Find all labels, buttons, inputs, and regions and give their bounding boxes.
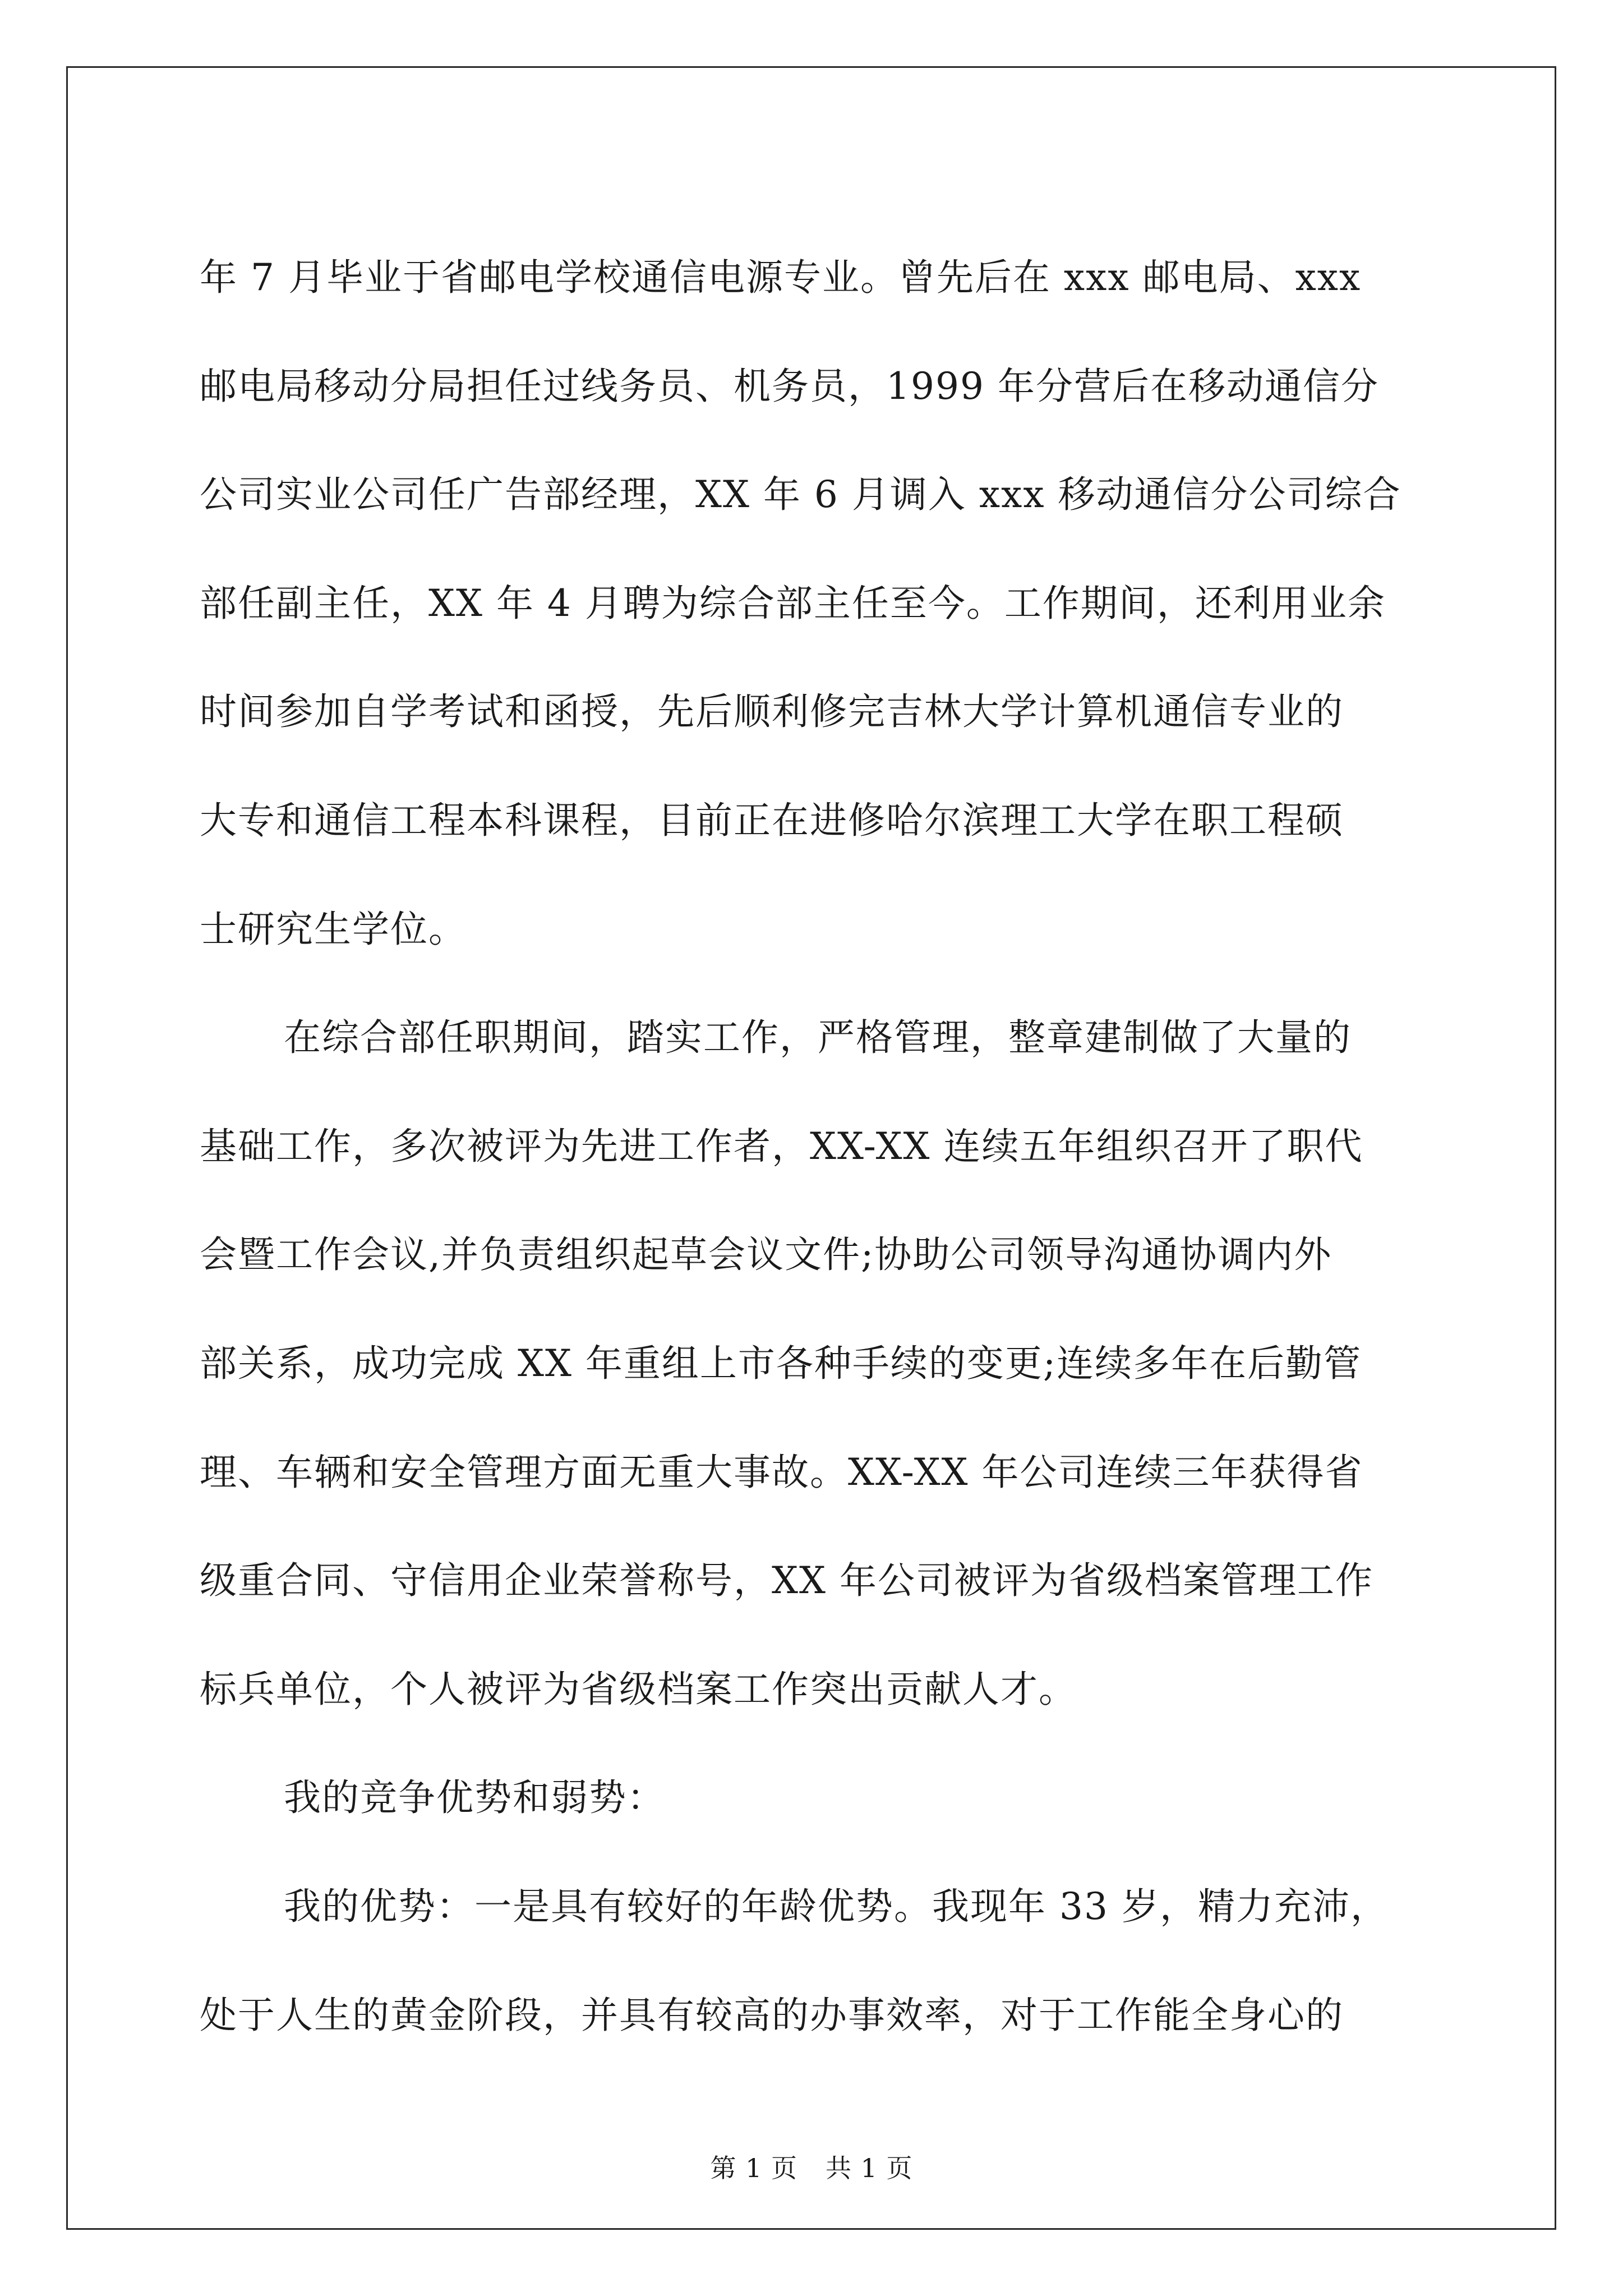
text-line: 基础工作，多次被评为先进工作者，XX-XX 连续五年组织召开了职代 xyxy=(200,1124,1363,1168)
text-line: 标兵单位，个人被评为省级档案工作突出贡献人才。 xyxy=(200,1667,1077,1711)
text-line: 大专和通信工程本科课程，目前正在进修哈尔滨理工大学在职工程硕 xyxy=(200,798,1344,842)
text-line: 年 7 月毕业于省邮电学校通信电源专业。曾先后在 xxx 邮电局、xxx xyxy=(200,256,1362,299)
text-line: 级重合同、守信用企业荣誉称号，XX 年公司被评为省级档案管理工作 xyxy=(200,1559,1373,1603)
text-line: 部任副主任，XX 年 4 月聘为综合部主任至今。工作期间，还利用业余 xyxy=(200,581,1386,625)
page-footer xyxy=(0,2151,1623,2185)
text-line: 部关系，成功完成 XX 年重组上市各种手续的变更;连续多年在后勤管 xyxy=(200,1341,1362,1385)
page-number: 第 1 页 xyxy=(710,2153,797,2183)
document-body xyxy=(200,223,1439,2069)
text-line: 理、车辆和安全管理方面无重大事故。XX-XX 年公司连续三年获得省 xyxy=(200,1450,1363,1494)
paragraph-start-line: 在综合部任职期间，踏实工作，严格管理，整章建制做了大量的 xyxy=(284,1016,1352,1060)
page-total: 共 1 页 xyxy=(826,2153,913,2183)
section-heading-line: 我的竞争优势和弱势： xyxy=(284,1776,665,1820)
text-line: 邮电局移动分局担任过线务员、机务员，1999 年分营后在移动通信分 xyxy=(200,364,1379,408)
text-line: 处于人生的黄金阶段，并具有较高的办事效率，对于工作能全身心的 xyxy=(200,1993,1344,2037)
text-line: 士研究生学位。 xyxy=(200,907,467,951)
text-line: 时间参加自学考试和函授，先后顺利修完吉林大学计算机通信专业的 xyxy=(200,690,1344,734)
text-line: 会暨工作会议,并负责组织起草会议文件;协助公司领导沟通协调内外 xyxy=(200,1233,1332,1277)
paragraph-start-line: 我的优势：一是具有较好的年龄优势。我现年 33 岁，精力充沛， xyxy=(284,1884,1389,1928)
text-line: 公司实业公司任广告部经理，XX 年 6 月调入 xxx 移动通信分公司综合 xyxy=(200,473,1401,517)
